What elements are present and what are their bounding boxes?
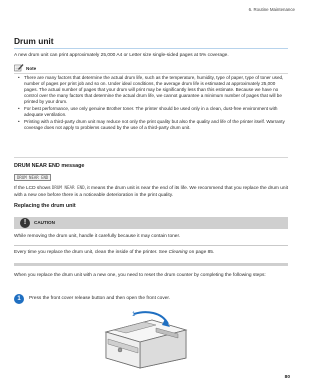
- bullet-dot: •: [18, 75, 20, 80]
- note-rule: [14, 73, 288, 74]
- step-number-badge: 1: [14, 294, 24, 304]
- note-item-text: There are many factors that determine the actual drum life, such as the temperature, humidity, type of paper, type of toner used, number of pages per print job and so on. Under ideal conditions, the average drum life is estimated at approximately 25,000 pages. The actual number of pages that your drum will print may be significantly less than this estimate. Because we have no control over the many factors that determine the actual drum life, we cannot guarantee a minimum number of pages that will be printed by your drum.: [24, 75, 284, 104]
- lcd-inline: DRUM NEAR END: [51, 185, 85, 190]
- caution-divider: [14, 245, 288, 246]
- bullet-dot: •: [18, 119, 20, 125]
- step-text: Press the front cover release button and then open the front cover.: [29, 296, 171, 301]
- caution-text-1: While removing the drum unit, handle it carefully because it may contain toner.: [14, 234, 181, 239]
- note-item-text: Printing with a third-party drum unit may reduce not only the print quality but also the quality and life of the printer itself. Warranty coverage does not apply to problems caused by the use of a third-party drum unit.: [24, 119, 285, 131]
- bullet-dot: •: [18, 106, 20, 112]
- section-title: Drum unit: [14, 36, 54, 46]
- section-intro: A new drum unit can print approximately 25,000 A4 or Letter size single-sided pages at 5% coverage.: [14, 53, 229, 58]
- note-pencil-icon: [14, 63, 24, 72]
- text-after: , it means the drum unit is near the end of its life. We recommend that you replace the drum unit with a new one before there is a noticeable deterioration in the print quality.: [14, 186, 288, 198]
- replacing-heading: Replacing the drum unit: [14, 203, 76, 209]
- drum-near-end-text: [14, 185, 288, 199]
- note-item-text: For best performance, use only genuine Brother toner. The printer should be used only in a clean, dust-free environment with adequate ventilation.: [24, 106, 278, 117]
- replacing-instructions: When you replace the drum unit with a new one, you need to reset the drum counter by completing the following steps:: [14, 273, 266, 278]
- note-label: Note: [26, 66, 37, 71]
- caution-label: CAUTION: [34, 220, 55, 225]
- note-end-rule: [14, 157, 288, 158]
- caution-text-after: on page 85.: [187, 250, 215, 255]
- list-item: [18, 119, 290, 131]
- cleaning-link[interactable]: Cleaning: [168, 250, 188, 255]
- caution-exclamation-icon: !: [20, 218, 30, 228]
- page-number: 80: [284, 375, 290, 380]
- text-before: If the LCD shows: [14, 186, 52, 191]
- title-rule: [14, 48, 288, 49]
- list-item: [18, 75, 290, 105]
- chapter-heading: 6. Routine Maintenance: [248, 7, 295, 12]
- list-item: [18, 106, 290, 118]
- drum-near-end-heading: DRUM NEAR END message: [14, 163, 85, 169]
- svg-text:1: 1: [132, 312, 136, 318]
- caution-text-2: [14, 250, 288, 256]
- caution-end-bar: [14, 263, 288, 266]
- note-list: [18, 75, 290, 133]
- lcd-message: DRUM NEAR END: [14, 174, 51, 181]
- caution-text-before: Every time you replace the drum unit, clean the inside of the printer. See: [14, 250, 169, 255]
- caution-bar: [14, 217, 288, 229]
- printer-illustration: [94, 306, 194, 371]
